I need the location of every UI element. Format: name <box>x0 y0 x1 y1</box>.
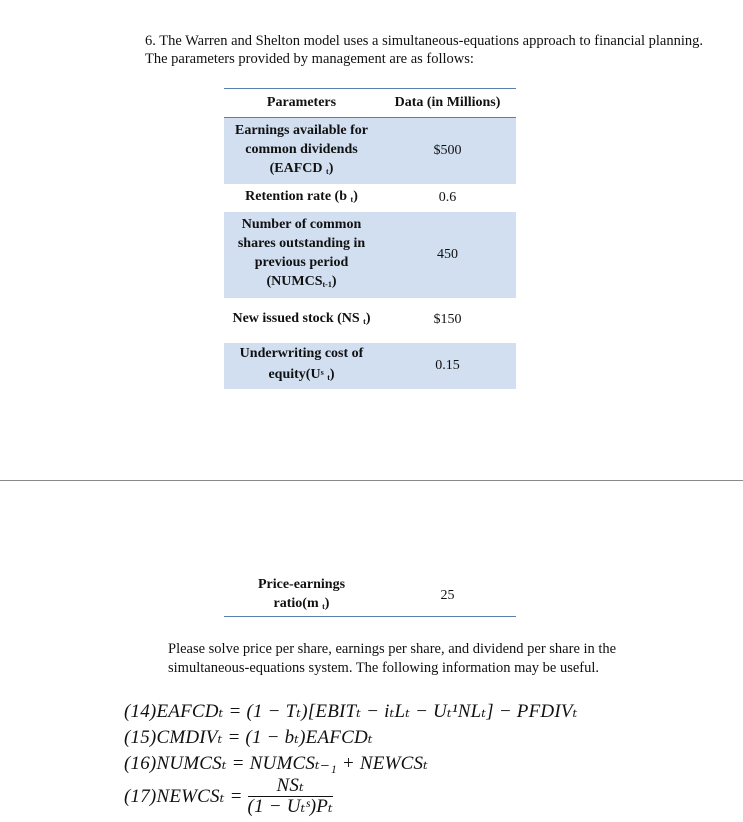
parameters-table-continued <box>224 575 516 616</box>
equation-16: (16)NUMCSₜ = NUMCSₜ₋₁ + NEWCSₜ <box>124 753 429 774</box>
row-label: Retention rate (b $_t$) <box>245 188 358 204</box>
row-label: Underwriting cost of $equity(U^s$ $_t$) <box>239 346 364 382</box>
row-label: Price-earnings ratio(m $_t$) <box>257 577 346 611</box>
table-row <box>224 118 516 184</box>
table-row <box>224 343 516 389</box>
row-value: 0.6 <box>438 189 457 205</box>
row-label: New issued stock (NS $_t$) <box>232 311 371 326</box>
equation-14: (14)EAFCDₜ = (1 − Tₜ)[EBITₜ − iₜLₜ − Uₜ¹NLₜ] − PFDIVₜ <box>124 701 578 722</box>
table-row <box>224 184 516 212</box>
row-label: Earnings available for common dividends (EAFCD $_t$) <box>234 122 368 176</box>
table-bottom-rule <box>224 616 516 617</box>
equation-17 <box>124 776 333 817</box>
header-data: Data (in Millions) <box>394 95 501 110</box>
page-break-divider <box>0 480 743 481</box>
row-label: Number of common shares outstanding in previous period $(NUMCS_{t-1})$ <box>237 217 366 289</box>
parameters-table <box>224 88 516 389</box>
table-header-row <box>224 89 516 118</box>
equation-17-denominator: (1 − Uₜˢ)Pₜ <box>247 796 333 817</box>
table-row <box>224 298 516 343</box>
intro-text: 6. The Warren and Shelton model uses a simultaneous-equations approach to financial planning. The parameters provided by management are as follows: <box>145 33 704 67</box>
row-value: 450 <box>437 246 458 262</box>
row-value: 25 <box>440 587 455 603</box>
table-row <box>224 575 516 616</box>
table-row <box>224 212 516 298</box>
equation-17-lhs: (17)NEWCSₜ = <box>124 786 243 807</box>
closing-text: Please solve price per share, earnings per share, and dividend per share in the simultaneous-equations system. The following information may be useful. <box>168 641 617 676</box>
row-value: 0.15 <box>435 357 460 373</box>
row-value: $500 <box>433 142 462 158</box>
equation-17-numerator: NSₜ <box>248 776 333 797</box>
header-parameters: Parameters <box>266 95 337 110</box>
row-value: $150 <box>433 312 462 327</box>
equation-15: (15)CMDIVₜ = (1 − bₜ)EAFCDₜ <box>124 727 373 748</box>
equation-17-fraction <box>248 776 333 817</box>
